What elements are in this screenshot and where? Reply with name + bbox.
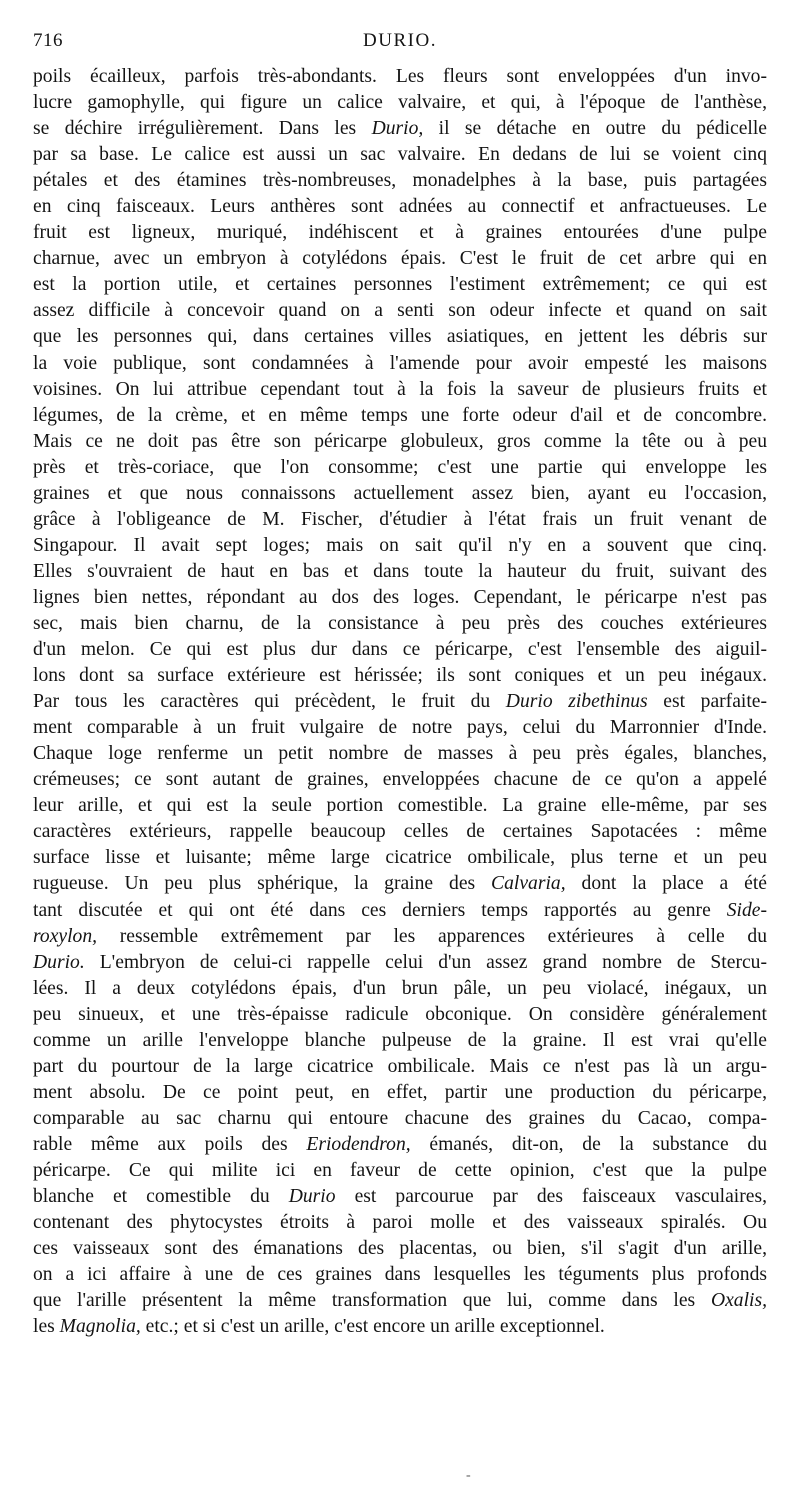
text-line: [33, 845, 767, 871]
text-run: surface lisse et luisante; même large cicatrice ombilicale, plus terne et un peu: [33, 847, 767, 869]
text-line: [33, 1288, 767, 1314]
text-run: Par tous les caractères qui précèdent, le fruit du: [33, 691, 506, 713]
text-run: lons dont sa surface extérieure est hérissée; ils sont coniques et un peu inégaux.: [33, 665, 767, 687]
text-line: [33, 298, 767, 324]
text-run: poils écailleux, parfois très-abondants. Les fleurs sont enveloppées d'un invo-: [33, 66, 767, 87]
text-line: [33, 90, 767, 116]
text-run: rugueuse. Un peu plus sphérique, la graine des: [33, 873, 492, 895]
text-line: [33, 1132, 767, 1158]
text-line: [33, 1106, 767, 1132]
text-line: [33, 272, 767, 298]
text-run: émanés, dit-on, de la substance du: [410, 1133, 767, 1155]
text-run: par sa base. Le calice est aussi un sac valvaire. En dedans de lui se voient cinq: [33, 144, 767, 166]
running-title: DURIO.: [363, 30, 437, 51]
text-line: [33, 533, 767, 559]
footer-mark: -: [466, 1468, 471, 1483]
text-line: [33, 116, 767, 142]
text-run: fruit est ligneux, muriqué, indéhiscent et à graines entourées d'une pulpe: [33, 222, 767, 244]
text-line: [33, 793, 767, 819]
text-line: [33, 324, 767, 350]
text-run: Elles s'ouvraient de haut en bas et dans toute la hauteur du fruit, suivant des: [33, 560, 767, 582]
text-run: près et très-coriace, que l'on consomme; c'est une partie qui enveloppe les: [33, 456, 767, 478]
text-run: rable même aux poils des: [33, 1133, 307, 1155]
text-run: lées. Il a deux cotylédons épais, d'un brun pâle, un peu violacé, inégaux, un: [33, 977, 767, 999]
text-run: peu sinueux, et une très-épaisse radicule obconique. On considère généralement: [33, 1003, 767, 1025]
text-line: [33, 403, 767, 429]
text-line: [33, 924, 767, 950]
text-line: [33, 351, 767, 377]
text-line: [33, 1262, 767, 1288]
text-run: ressemble extrêmement par les apparences extérieures à celle du: [97, 925, 767, 947]
italic-term: Durio zibethinus: [505, 691, 648, 713]
text-line: [33, 507, 767, 533]
text-run: assez difficile à concevoir quand on a senti son odeur infecte et quand on sait: [33, 300, 767, 322]
text-line: [33, 637, 767, 663]
italic-term: Magnolia,: [59, 1316, 141, 1338]
text-run: caractères extérieurs, rappelle beaucoup celles de certaines Sapotacées : même: [33, 821, 767, 843]
italic-term: Durio,: [371, 118, 424, 140]
text-line: [33, 142, 767, 168]
text-run: les: [33, 1316, 60, 1338]
italic-term: Eriodendron,: [306, 1133, 411, 1155]
text-run: tant discutée et qui ont été dans ces derniers temps rapportés au genre: [33, 899, 727, 921]
running-head: [33, 28, 767, 54]
text-line: [33, 1028, 767, 1054]
text-line: [33, 611, 767, 637]
text-line: [33, 1314, 767, 1340]
text-run: crémeuses; ce sont autant de graines, enveloppées chacune de ce qu'on a appelé: [33, 769, 767, 791]
italic-term: Calvaria,: [491, 873, 566, 895]
text-run: légumes, de la crème, et en même temps une forte odeur d'ail et de concombre.: [33, 404, 767, 426]
text-run: ces vaisseaux sont des émanations des placentas, ou bien, s'il s'agit d'un arille,: [33, 1238, 767, 1260]
text-run: sec, mais bien charnu, de la consistance à peu près des couches extérieures: [33, 612, 767, 634]
text-run: pétales et des étamines très-nombreuses, monadelphes à la base, puis partagées: [33, 170, 767, 192]
text-run: contenant des phytocystes étroits à paroi molle et des vaisseaux spiralés. Ou: [33, 1212, 767, 1234]
text-run: se déchire irrégulièrement. Dans les: [33, 118, 372, 140]
text-line: [33, 246, 767, 272]
text-run: voisines. On lui attribue cependant tout à la fois la saveur de plusieurs fruits et: [33, 378, 767, 400]
text-line: [33, 64, 767, 90]
text-run: est la portion utile, et certaines personnes l'estiment extrêmement; ce qui est: [33, 274, 767, 296]
text-line: [33, 455, 767, 481]
text-run: etc.; et si c'est un arille, c'est encore un arille exceptionnel.: [140, 1316, 605, 1338]
italic-term: Side-: [726, 899, 767, 921]
text-run: lucre gamophylle, qui figure un calice valvaire, et qui, à l'époque de l'anthèse,: [33, 92, 767, 114]
text-line: [33, 1210, 767, 1236]
italic-term: Durio.: [33, 951, 85, 973]
text-run: comparable au sac charnu qui entoure chacune des graines du Cacao, compa-: [33, 1107, 767, 1129]
text-line: [33, 871, 767, 897]
italic-term: roxylon,: [33, 925, 98, 947]
text-line: [33, 689, 767, 715]
text-line: [33, 663, 767, 689]
text-run: on a ici affaire à une de ces graines dans lesquelles les téguments plus profonds: [33, 1264, 767, 1286]
italic-term: Durio: [288, 1186, 336, 1208]
page-number: 716: [33, 30, 63, 51]
text-line: [33, 559, 767, 585]
text-line: [33, 715, 767, 741]
text-line: [33, 898, 767, 924]
text-line: [33, 481, 767, 507]
text-line: [33, 767, 767, 793]
text-run: charnue, avec un embryon à cotylédons épais. C'est le fruit de cet arbre qui en: [33, 248, 767, 270]
text-line: [33, 377, 767, 403]
text-run: comme un arille l'enveloppe blanche pulpeuse de la graine. Il est vrai qu'elle: [33, 1029, 767, 1051]
text-line: [33, 950, 767, 976]
text-run: Singapour. Il avait sept loges; mais on sait qu'il n'y en a souvent que cinq.: [33, 534, 767, 556]
text-run: Mais ce ne doit pas être son péricarpe globuleux, gros comme la tête ou à peu: [33, 430, 767, 452]
text-line: [33, 168, 767, 194]
text-run: lignes bien nettes, répondant au dos des loges. Cependant, le péricarpe n'est pas: [33, 586, 767, 608]
text-line: [33, 1158, 767, 1184]
document-page: [33, 28, 767, 1340]
text-line: [33, 741, 767, 767]
text-run: d'un melon. Ce qui est plus dur dans ce péricarpe, c'est l'ensemble des aiguil-: [33, 639, 767, 661]
text-line: [33, 819, 767, 845]
text-run: leur arille, et qui est la seule portion comestible. La graine elle-même, par ses: [33, 795, 767, 817]
italic-term: Oxalis,: [710, 1290, 767, 1312]
text-line: [33, 585, 767, 611]
text-run: ment absolu. De ce point peut, en effet, partir une production du péricarpe,: [33, 1081, 767, 1103]
text-run: que l'arille présentent la même transformation que lui, comme dans les: [33, 1290, 711, 1312]
text-run: part du pourtour de la large cicatrice ombilicale. Mais ce n'est pas là un argu-: [33, 1055, 767, 1077]
text-run: Chaque loge renferme un petit nombre de masses à peu près égales, blanches,: [33, 743, 767, 765]
text-run: que les personnes qui, dans certaines villes asiatiques, en jettent les débris sur: [33, 326, 767, 348]
text-run: en cinq faisceaux. Leurs anthères sont adnées au connectif et anfractueuses. Le: [33, 196, 767, 218]
text-line: [33, 194, 767, 220]
text-run: est parfaite-: [647, 691, 767, 713]
text-line: [33, 1002, 767, 1028]
text-line: [33, 1080, 767, 1106]
text-line: [33, 1184, 767, 1210]
text-run: grâce à l'obligeance de M. Fischer, d'étudier à l'état frais un fruit venant de: [33, 508, 767, 530]
text-run: dont la place a été: [565, 873, 767, 895]
text-run: L'embryon de celui-ci rappelle celui d'un assez grand nombre de Stercu-: [84, 951, 767, 973]
text-run: péricarpe. Ce qui milite ici en faveur de cette opinion, c'est que la pulpe: [33, 1159, 767, 1181]
text-run: est parcourue par des faisceaux vasculaires,: [335, 1186, 767, 1208]
text-line: [33, 429, 767, 455]
text-line: [33, 976, 767, 1002]
text-line: [33, 220, 767, 246]
text-run: graines et que nous connaissons actuellement assez bien, ayant eu l'occasion,: [33, 482, 767, 504]
text-line: [33, 1236, 767, 1262]
text-line: [33, 1054, 767, 1080]
text-run: blanche et comestible du: [33, 1186, 289, 1208]
text-run: la voie publique, sont condamnées à l'amende pour avoir empesté les maisons: [33, 352, 767, 374]
body-text: [33, 64, 767, 1340]
text-run: ment comparable à un fruit vulgaire de notre pays, celui du Marronnier d'Inde.: [33, 717, 767, 739]
text-run: il se détache en outre du pédicelle: [423, 118, 767, 140]
